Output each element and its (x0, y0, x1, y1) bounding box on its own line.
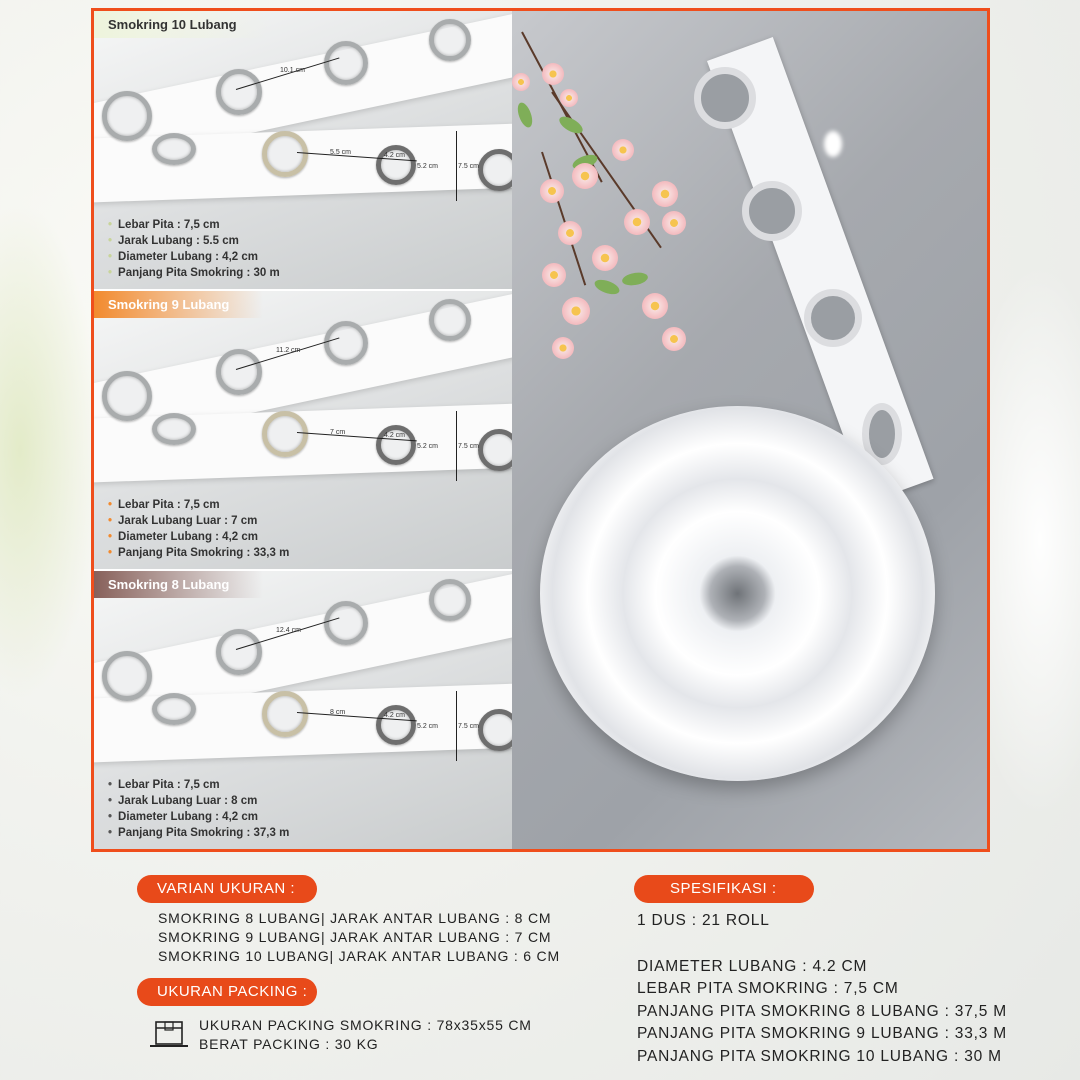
grommet-ring (262, 691, 308, 737)
varian-ukuran-label: VARIAN UKURAN : (137, 875, 317, 903)
flower-icon (542, 263, 566, 287)
measure-dia2-label: 5.2 cm (417, 163, 439, 170)
flower-icon (612, 139, 634, 161)
flower-icon (652, 181, 678, 207)
photo-grommet (742, 181, 802, 241)
ukuran-packing-label: UKURAN PACKING : (137, 978, 317, 1006)
bullet-item: • Jarak Lubang Luar : 7 cm (108, 513, 289, 529)
spec-line: PANJANG PITA SMOKRING 8 LUBANG : 37,5 M (637, 1003, 1007, 1020)
photo-grommet (804, 289, 862, 347)
grommet-ring (429, 299, 471, 341)
flower-icon (512, 73, 530, 91)
flower-icon (662, 211, 686, 235)
spesifikasi-label: SPESIFIKASI : (634, 875, 814, 903)
tape-roll (540, 406, 935, 781)
grommet-ring (152, 133, 196, 165)
panel-tag: Smokring 10 Lubang (94, 11, 271, 38)
panel-tag: Smokring 9 Lubang (94, 291, 263, 318)
grommet-ring (102, 91, 152, 141)
grommet-ring (429, 19, 471, 61)
bullet-item: • Diameter Lubang : 4,2 cm (108, 249, 280, 265)
measure-vertical-line (456, 131, 457, 201)
measure-dia-label: 4.2 cm (384, 432, 406, 439)
grommet-ring (376, 145, 416, 185)
packing-line: UKURAN PACKING SMOKRING : 78x35x55 CM (199, 1017, 532, 1033)
measure-gap-label: 5.5 cm (330, 149, 352, 156)
leaf-icon (621, 271, 649, 287)
varian-line: SMOKRING 8 LUBANG| JARAK ANTAR LUBANG : 8 CM (158, 910, 552, 926)
packing-line: BERAT PACKING : 30 KG (199, 1036, 379, 1052)
grommet-ring (376, 705, 416, 745)
measure-dia-label: 4.2 cm (384, 712, 406, 719)
grommet-ring (262, 411, 308, 457)
grommet-ring (478, 429, 512, 471)
product-photo (512, 11, 987, 849)
grommet-ring (324, 41, 368, 85)
bullet-item: • Diameter Lubang : 4,2 cm (108, 809, 289, 825)
light-reflection (824, 131, 842, 157)
bullet-item: • Lebar Pita : 7,5 cm (108, 777, 289, 793)
measure-gap-label: 7 cm (330, 429, 346, 436)
flower-icon (562, 297, 590, 325)
grommet-ring (102, 371, 152, 421)
spec-bullets (108, 217, 280, 281)
panel-tag: Smokring 8 Lubang (94, 571, 263, 598)
spec-dus: 1 DUS : 21 ROLL (637, 912, 770, 929)
spec-bullets (108, 777, 289, 841)
bullet-item: • Jarak Lubang : 5.5 cm (108, 233, 280, 249)
grommet-ring (478, 149, 512, 191)
varian-line: SMOKRING 10 LUBANG| JARAK ANTAR LUBANG : 6 CM (158, 948, 560, 964)
panel-smokring-10 (94, 11, 512, 289)
grommet-ring (216, 349, 262, 395)
measure-width-label: 7.5 cm (458, 163, 480, 170)
grommet-ring (216, 629, 262, 675)
grommet-ring (478, 709, 512, 751)
grommet-ring (216, 69, 262, 115)
product-frame (91, 8, 990, 852)
background-blur-left (0, 200, 100, 700)
panel-smokring-9 (94, 291, 512, 569)
photo-grommet (694, 67, 756, 129)
measure-vertical-line (456, 691, 457, 761)
grommet-ring (324, 601, 368, 645)
flower-icon (540, 179, 564, 203)
measure-dia2-label: 5.2 cm (417, 443, 439, 450)
measure-gap-label: 8 cm (330, 709, 346, 716)
grommet-ring (102, 651, 152, 701)
measure-vertical-line (456, 411, 457, 481)
grommet-ring (324, 321, 368, 365)
spec-line: PANJANG PITA SMOKRING 9 LUBANG : 33,3 M (637, 1025, 1007, 1042)
leaf-icon (515, 101, 535, 130)
grommet-ring (152, 413, 196, 445)
spec-bullets (108, 497, 289, 561)
bullet-item: • Panjang Pita Smokring : 37,3 m (108, 825, 289, 841)
flower-icon (560, 89, 578, 107)
measure-width-label: 7.5 cm (458, 723, 480, 730)
bullet-item: • Jarak Lubang Luar : 8 cm (108, 793, 289, 809)
spec-line: DIAMETER LUBANG : 4.2 CM (637, 958, 868, 975)
flower-icon (662, 327, 686, 351)
spec-line: LEBAR PITA SMOKRING : 7,5 CM (637, 980, 899, 997)
panel-smokring-8 (94, 571, 512, 849)
bullet-item: • Panjang Pita Smokring : 33,3 m (108, 545, 289, 561)
box-icon (148, 1018, 190, 1050)
bullet-item: • Lebar Pita : 7,5 cm (108, 217, 280, 233)
grommet-ring (152, 693, 196, 725)
bullet-item: • Lebar Pita : 7,5 cm (108, 497, 289, 513)
measure-width-label: 7.5 cm (458, 443, 480, 450)
flower-icon (552, 337, 574, 359)
measure-dia2-label: 5.2 cm (417, 723, 439, 730)
flower-icon (642, 293, 668, 319)
measure-top-label: 10.1 cm (280, 67, 305, 74)
measure-top-label: 11.2 cm (276, 347, 301, 354)
flower-icon (558, 221, 582, 245)
grommet-ring (376, 425, 416, 465)
flower-icon (542, 63, 564, 85)
bullet-item: • Diameter Lubang : 4,2 cm (108, 529, 289, 545)
flower-icon (624, 209, 650, 235)
flower-icon (592, 245, 618, 271)
bullet-item: • Panjang Pita Smokring : 30 m (108, 265, 280, 281)
grommet-ring (262, 131, 308, 177)
measure-dia-label: 4.2 cm (384, 152, 406, 159)
measure-top-label: 12.4 cm (276, 627, 301, 634)
leaf-icon (593, 277, 622, 297)
flower-icon (572, 163, 598, 189)
spec-line: PANJANG PITA SMOKRING 10 LUBANG : 30 M (637, 1048, 1002, 1065)
varian-line: SMOKRING 9 LUBANG| JARAK ANTAR LUBANG : 7 CM (158, 929, 552, 945)
grommet-ring (429, 579, 471, 621)
